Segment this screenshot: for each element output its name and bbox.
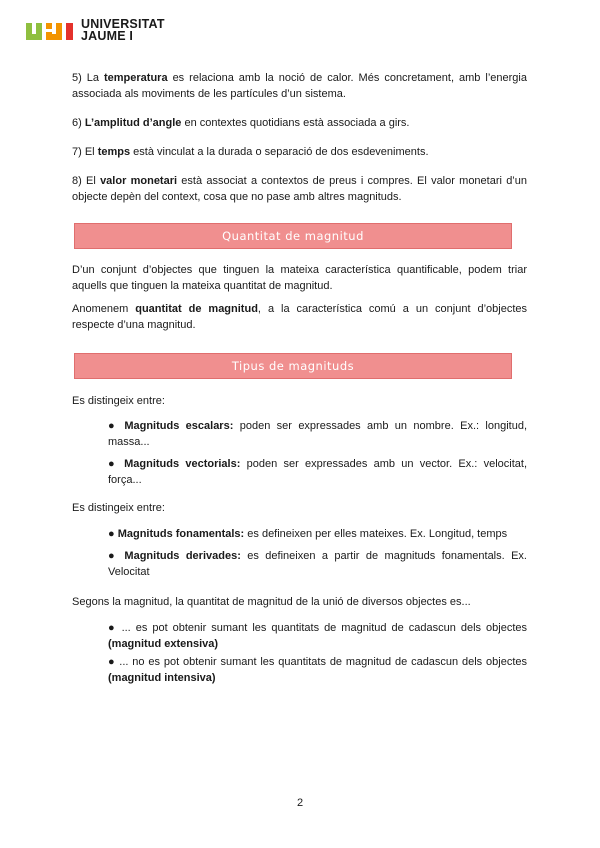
- item-amplitud-angle: 6) L’amplitud d’angle en contextes quotidians està associada a girs.: [72, 117, 410, 129]
- document-body: [72, 70, 527, 692]
- list-item: ● Magnituds derivades: es defineixen a partir de magnituds fonamentals. Ex. Velocitat: [108, 550, 527, 578]
- list-escalars-vectorials: [72, 418, 527, 488]
- list-item: ● Magnituds vectorials: poden ser expressades amb un vector. Ex.: velocitat, força...: [108, 458, 528, 486]
- logo-line2: JAUME I: [81, 29, 134, 43]
- list-item: ● ... no es pot obtenir sumant les quantitats de magnitud de cadascun dels objectes (magnitud intensiva): [108, 656, 527, 684]
- section-heading-tipus: Tipus de magnituds: [74, 353, 512, 379]
- list-extensiva-intensiva: [72, 620, 527, 686]
- university-logo: [26, 18, 165, 42]
- list-item: ● Magnituds escalars: poden ser expressades amb un nombre. Ex.: longitud, massa...: [108, 420, 527, 448]
- paragraph-conjunt-objectes: D’un conjunt d’objectes que tinguen la mateixa característica quantificable, podem triar aquells que tinguen la mateixa quantitat de magnitud.: [72, 264, 527, 292]
- uji-logo-mark-icon: [26, 20, 76, 40]
- list-item: ● Magnituds fonamentals: es defineixen per elles mateixes. Ex. Longitud, temps: [108, 528, 508, 540]
- logo-text: [81, 18, 165, 42]
- page-number: 2: [296, 797, 304, 809]
- item-valor-monetari: 8) El valor monetari està associat a contextos de preus i compres. El valor monetari d’un objecte depèn del context, cosa que no pase amb altres magnituds.: [72, 175, 527, 203]
- item-temps: 7) El temps està vinculat a la durada o separació de dos esdeveniments.: [72, 146, 429, 158]
- intro-distingeix-1: Es distingeix entre:: [72, 395, 165, 407]
- intro-segons-magnitud: Segons la magnitud, la quantitat de magnitud de la unió de diversos objectes es...: [72, 596, 471, 608]
- paragraph-anomenem: Anomenem quantitat de magnitud, a la característica comú a un conjunt d’objectes respecte d’una magnitud.: [72, 303, 527, 331]
- list-item: ● ... es pot obtenir sumant les quantitats de magnitud de cadascun dels objectes (magnitud extensiva): [108, 622, 527, 650]
- list-fonamentals-derivades: [72, 526, 527, 580]
- intro-distingeix-2: Es distingeix entre:: [72, 502, 165, 514]
- logo-line1: UNIVERSITAT: [81, 17, 165, 31]
- section-heading-quantitat: Quantitat de magnitud: [74, 223, 512, 249]
- item-temperatura: 5) La temperatura es relaciona amb la noció de calor. Més concretament, amb l’energia associada als moviments de les partícules d’un sistema.: [72, 72, 527, 100]
